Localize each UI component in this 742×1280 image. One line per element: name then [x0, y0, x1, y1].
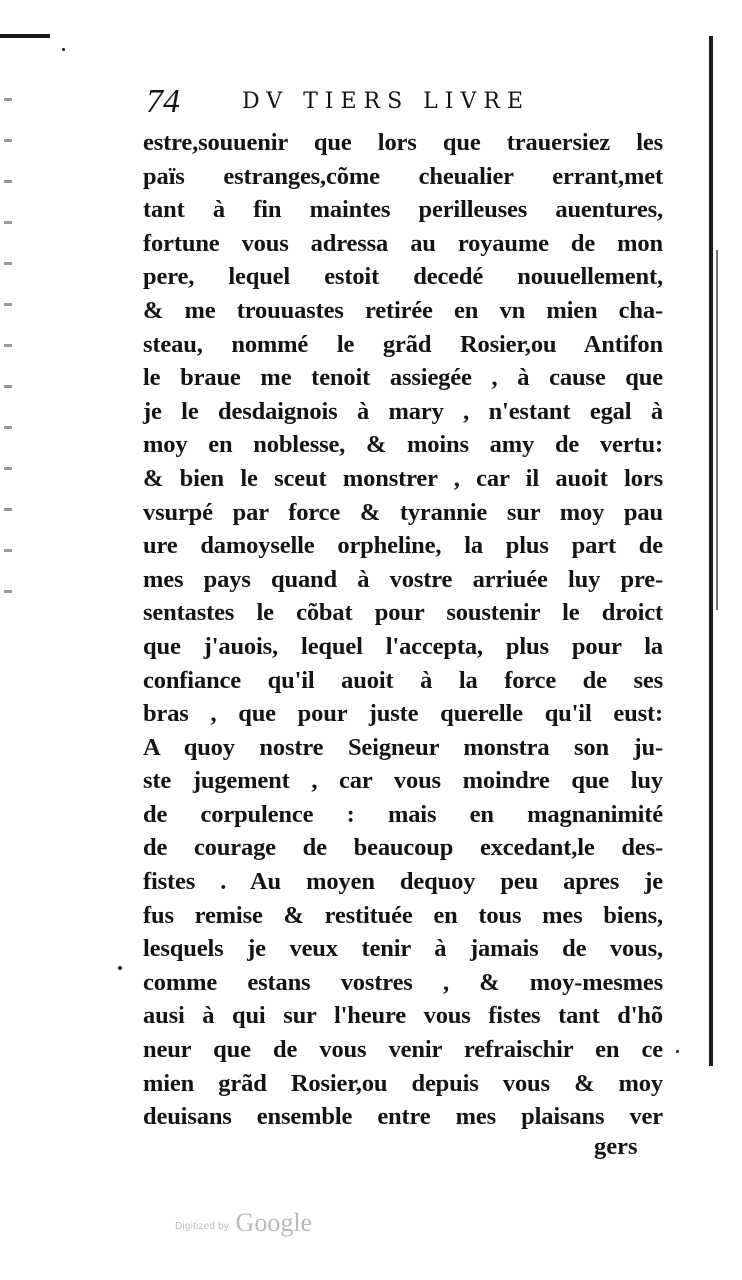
- text-line: ure damoyselle orpheline, la plus part de: [143, 532, 663, 560]
- digitization-watermark: [175, 1208, 312, 1238]
- text-line: & me trouuastes retirée en vn mien cha-: [143, 296, 663, 324]
- google-logo: Google: [235, 1208, 313, 1237]
- text-line: confiance qu'il auoit à la force de ses: [143, 666, 663, 694]
- scan-edge-rule: [0, 34, 50, 38]
- text-line: vsurpé par force & tyrannie sur moy pau: [143, 498, 663, 526]
- text-line: fus remise & restituée en tous mes biens,: [143, 901, 663, 929]
- page-header: [146, 82, 666, 122]
- text-line: fortune vous adressa au royaume de mon: [143, 229, 663, 257]
- catchword: gers: [594, 1133, 638, 1160]
- text-line: bras , que pour juste querelle qu'il eust:: [143, 700, 663, 728]
- text-line: de courage de beaucoup excedant,le des-: [143, 834, 663, 862]
- text-line: neur que de vous venir refraischir en ce: [143, 1036, 663, 1064]
- watermark-prefix: Digitized by: [175, 1221, 230, 1232]
- body-text: [143, 126, 663, 1134]
- gutter-line-secondary: [716, 250, 718, 610]
- text-line: mes pays quand à vostre arriuée luy pre-: [143, 565, 663, 593]
- text-line: A quoy nostre Seigneur monstra son ju-: [143, 733, 663, 761]
- gutter-line: [709, 36, 713, 1066]
- text-line: sentastes le cõbat pour soustenir le droict: [143, 599, 663, 627]
- text-line: comme estans vostres , & moy-mesmes: [143, 968, 663, 996]
- page-number: 74: [146, 83, 180, 120]
- text-line: mien grãd Rosier,ou depuis vous & moy: [143, 1069, 663, 1097]
- text-line: païs estranges,cõme cheualier errant,met: [143, 162, 663, 190]
- text-line: & bien le sceut monstrer , car il auoit lors: [143, 464, 663, 492]
- text-line: que j'auois, lequel l'accepta, plus pour la: [143, 632, 663, 660]
- text-line: estre,souuenir que lors que trauersiez les: [143, 129, 663, 156]
- text-line: ausi à qui sur l'heure vous fistes tant d'hõ: [143, 1002, 663, 1030]
- scan-speck: [62, 48, 65, 51]
- text-line: moy en noblesse, & moins amy de vertu:: [143, 431, 663, 459]
- text-line: tant à fin maintes perilleuses auentures,: [143, 196, 663, 224]
- text-line: deuisans ensemble entre mes plaisans ver: [143, 1103, 663, 1131]
- scan-edge-marks: [4, 60, 12, 620]
- text-line: le braue me tenoit assiegée , à cause que: [143, 364, 663, 392]
- text-line: lesquels je veux tenir à jamais de vous,: [143, 935, 663, 963]
- text-line: steau, nommé le grãd Rosier,ou Antifon: [143, 330, 663, 358]
- text-line: je le desdaignois à mary , n'estant egal à: [143, 397, 663, 425]
- running-head: DV TIERS LIVRE: [242, 89, 530, 114]
- text-line: de corpulence : mais en magnanimité: [143, 800, 663, 828]
- scan-speck: [118, 966, 122, 970]
- text-line: ste jugement , car vous moindre que luy: [143, 767, 663, 795]
- text-line: pere, lequel estoit decedé nouuellement,: [143, 263, 663, 291]
- text-line: fistes . Au moyen dequoy peu apres je: [143, 868, 663, 896]
- scan-speck: [676, 1050, 679, 1053]
